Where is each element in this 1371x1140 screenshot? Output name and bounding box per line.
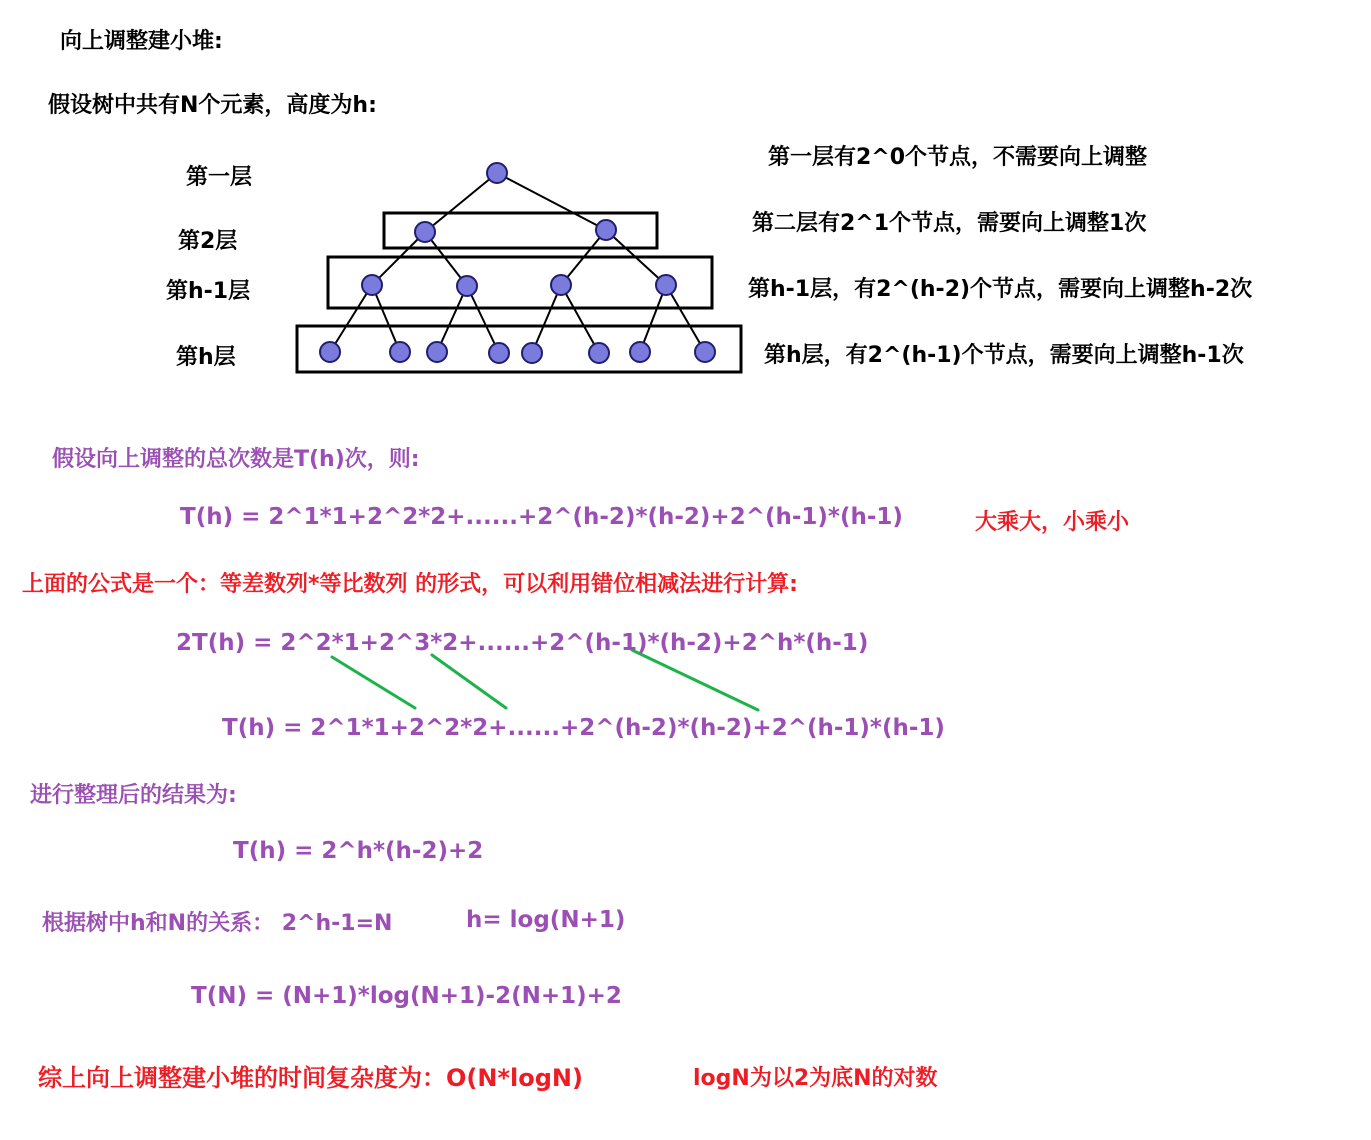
conclusion-note: logN为以2为底N的对数 [693,1066,938,1091]
relation-text: 根据树中h和N的关系： 2^h-1=N [42,911,393,936]
level-boxes [297,213,741,372]
tree-node [589,343,609,363]
tree-node [656,275,676,295]
result-label: 进行整理后的结果为: [30,783,237,808]
level-note-h-minus-1: 第h-1层，有2^(h-2)个节点，需要向上调整h-2次 [748,277,1253,302]
tree-node [630,342,650,362]
offset-line-1 [332,657,415,708]
tree-node [695,342,715,362]
tree-node [522,343,542,363]
level-h-minus-1-box [328,257,712,308]
assumption-text: 假设树中共有N个元素，高度为h: [48,93,377,118]
tree-node [390,342,410,362]
tree-node [457,276,477,296]
level-note-h: 第h层，有2^(h-1)个节点，需要向上调整h-1次 [764,343,1244,368]
offset-lines [332,650,758,710]
relation-h: h= log(N+1) [466,907,626,933]
tree-node [320,342,340,362]
offset-line-3 [632,650,758,710]
assume-total-text: 假设向上调整的总次数是T(h)次，则: [52,447,420,472]
conclusion-text: 综上向上调整建小堆的时间复杂度为：O(N*logN) [38,1064,583,1092]
level-note-1: 第一层有2^0个节点，不需要向上调整 [768,145,1148,170]
equation-th-shifted: T(h) = 2^1*1+2^2*2+......+2^(h-2)*(h-2)+2^(h-1)*(h-1) [222,715,945,741]
tree-node [596,220,616,240]
rule-text: 大乘大，小乘小 [975,510,1130,535]
page-title: 向上调整建小堆: [60,29,223,54]
equation-th: T(h) = 2^1*1+2^2*2+......+2^(h-2)*(h-2)+2^(h-1)*(h-1) [180,504,903,530]
method-explanation: 上面的公式是一个：等差数列*等比数列 的形式，可以利用错位相减法进行计算: [22,572,798,597]
equation-result: T(h) = 2^h*(h-2)+2 [233,838,484,864]
tree-node [487,163,507,183]
level-label-2: 第2层 [178,229,238,254]
tree-node [551,275,571,295]
tree-node [489,343,509,363]
tree-node [362,275,382,295]
equation-2th: 2T(h) = 2^2*1+2^3*2+......+2^(h-1)*(h-2)+2^h*(h-1) [176,630,869,656]
level-note-2: 第二层有2^1个节点，需要向上调整1次 [752,211,1147,236]
level-h-box [297,326,741,372]
level-label-h: 第h层 [176,345,236,370]
tree-nodes [320,163,715,363]
tree-node [415,222,435,242]
equation-tn: T(N) = (N+1)*log(N+1)-2(N+1)+2 [191,983,622,1009]
offset-line-2 [432,655,506,708]
level-label-1: 第一层 [186,165,253,190]
level-label-h-minus-1: 第h-1层 [166,279,251,304]
tree-node [427,342,447,362]
